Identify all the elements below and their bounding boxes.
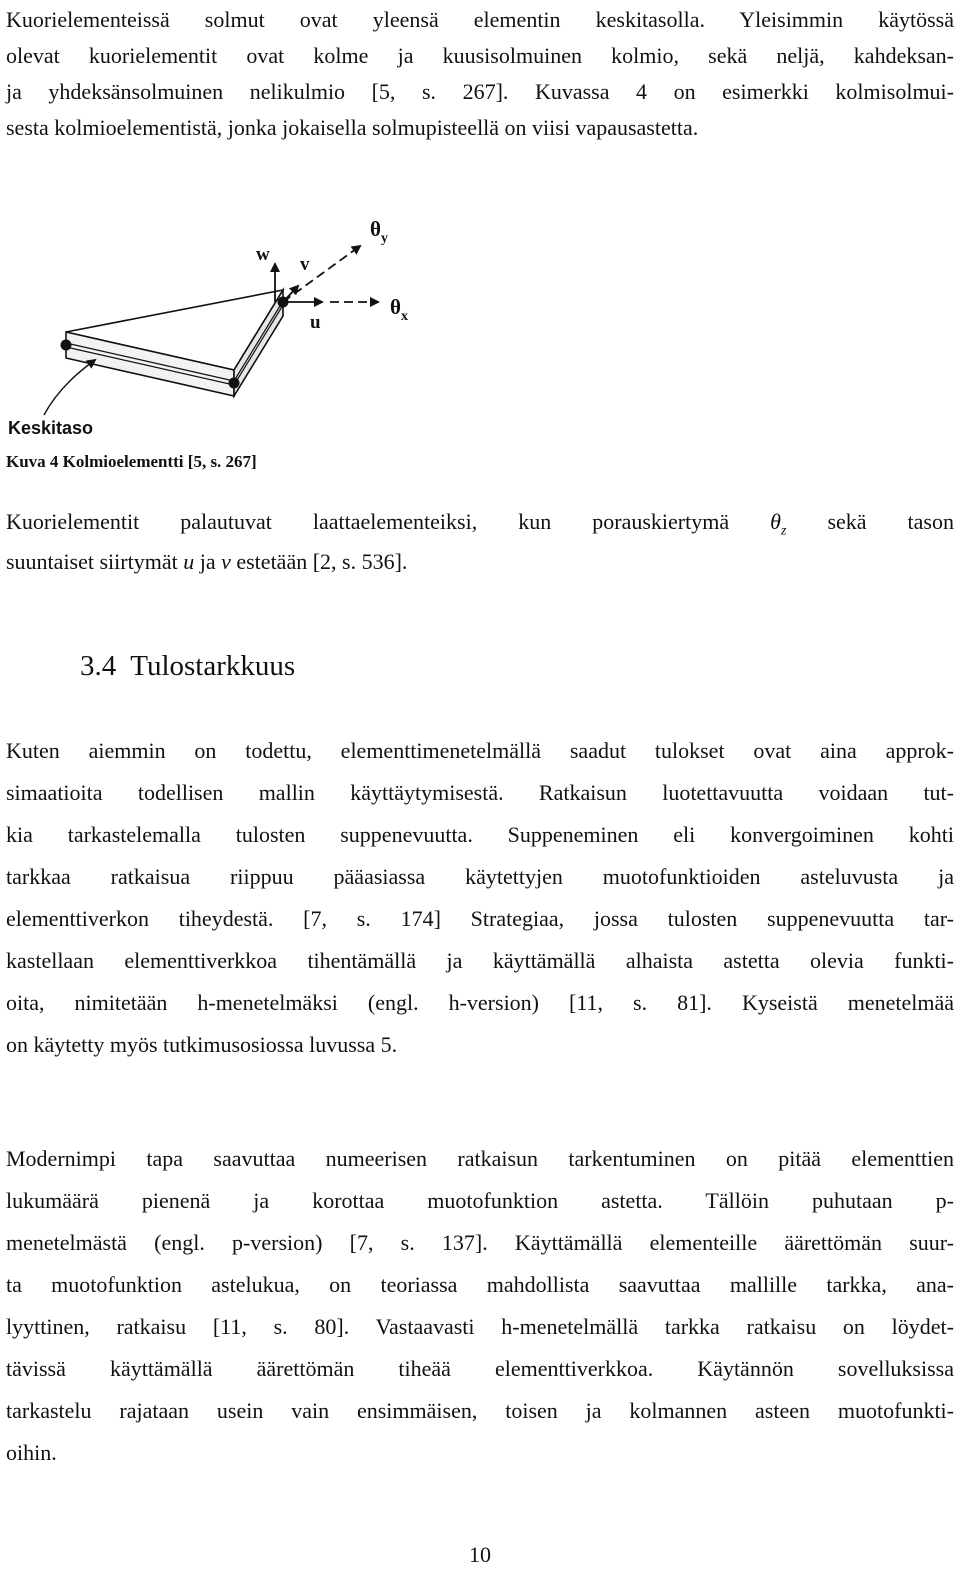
label-keskitaso: Keskitaso <box>8 418 94 438</box>
section-heading <box>80 650 295 683</box>
text-line: tarkkaa ratkaisua riippuu pääasiassa käytettyjen muotofunktioiden asteluvusta ja <box>6 864 954 889</box>
midplane-leader-line <box>44 360 95 415</box>
node-left <box>61 340 72 351</box>
paragraph-plate-reduction <box>6 502 954 582</box>
text-line: kastellaan elementtiverkkoa tihentämällä ja käyttämällä alhaista astetta olevia funkti- <box>6 948 954 973</box>
label-v: v <box>300 254 310 275</box>
variable-v: v <box>221 549 231 574</box>
section-number: 3.4 <box>80 650 117 682</box>
text-line: tarkastelu rajataan usein vain ensimmäisen, toisen ja kolmannen asteen muotofunkti- <box>6 1398 954 1423</box>
theta-subscript: y <box>380 231 388 246</box>
text-line: sesta kolmioelementistä, jonka jokaisella solmupisteellä on viisi vapausastetta. <box>6 115 699 140</box>
label-theta-y <box>370 217 388 246</box>
text-line: Modernimpi tapa saavuttaa numeerisen ratkaisun tarkentuminen on pitää elementtien <box>6 1146 954 1171</box>
triangle-element-diagram <box>0 210 460 442</box>
text-line: oihin. <box>6 1440 57 1465</box>
figure-caption: Kuva 4 Kolmioelementti [5, s. 267] <box>6 452 257 471</box>
text-fragment: sekä tason <box>786 509 954 534</box>
text-fragment: suuntaiset siirtymät <box>6 549 184 574</box>
text-line: Kuten aiemmin on todettu, elementtimenetelmällä saadut tulokset ovat aina approk- <box>6 738 954 763</box>
theta-symbol: θ <box>770 509 781 534</box>
text-line: menetelmästä (engl. p-version) [7, s. 137]. Käyttämällä elementeille äärettömän suur- <box>6 1230 954 1255</box>
paragraph-shell-elements <box>6 2 954 146</box>
theta-symbol: θ <box>370 217 381 241</box>
text-line <box>6 502 954 542</box>
theta-y-arrow <box>283 246 360 302</box>
theta-subscript: x <box>400 309 408 324</box>
text-fragment: estetään [2, s. 536]. <box>230 549 408 574</box>
text-line: ja yhdeksänsolmuinen nelikulmio [5, s. 267]. Kuvassa 4 on esimerkki kolmisolmui- <box>6 79 954 104</box>
node-front <box>229 378 240 389</box>
text-fragment: ja <box>194 549 222 574</box>
variable-u: u <box>183 549 195 574</box>
text-line: ta muotofunktion astelukua, on teoriassa mahdollista saavuttaa mallille tarkka, ana- <box>6 1272 954 1297</box>
text-line: olevat kuorielementit ovat kolme ja kuusisolmuinen kolmio, sekä neljä, kahdeksan- <box>6 43 954 68</box>
text-line: elementtiverkon tiheydestä. [7, s. 174] Strategiaa, jossa tulosten suppenevuutta tar- <box>6 906 954 931</box>
text-line: simaatioita todellisen mallin käyttäytymisestä. Ratkaisun luotettavuutta voidaan tut- <box>6 780 954 805</box>
text-line: kia tarkastelemalla tulosten suppenevuutta. Suppeneminen eli konvergoiminen kohti <box>6 822 954 847</box>
theta-subscript: z <box>780 523 787 539</box>
theta-symbol: θ <box>390 295 401 319</box>
text-line: oita, nimitetään h-menetelmäksi (engl. h-version) [11, s. 81]. Kyseistä menetelmää <box>6 990 954 1015</box>
label-u: u <box>310 312 321 333</box>
page-number: 10 <box>469 1542 491 1567</box>
paragraph-result-accuracy <box>6 730 954 1066</box>
text-line <box>6 542 954 582</box>
text-line: lyyttinen, ratkaisu [11, s. 80]. Vastaavasti h-menetelmällä tarkka ratkaisu on löydet- <box>6 1314 954 1339</box>
label-w: w <box>256 244 270 265</box>
text-line: on käytetty myös tutkimusosiossa luvussa 5. <box>6 1032 398 1057</box>
theta-z-symbol <box>770 509 787 539</box>
triangle-element-figure <box>0 210 460 442</box>
text-line: tävissä käyttämällä äärettömän tiheää elementtiverkkoa. Käytännön sovelluksissa <box>6 1356 954 1381</box>
label-theta-x <box>390 295 408 324</box>
text-fragment: Kuorielementit palautuvat laattaelementeiksi, kun porauskiertymä <box>6 509 771 534</box>
text-line: lukumäärä pienenä ja korottaa muotofunktion astetta. Tällöin puhutaan p- <box>6 1188 954 1213</box>
paragraph-p-version <box>6 1138 954 1474</box>
section-title: Tulostarkkuus <box>130 650 296 682</box>
text-line: Kuorielementeissä solmut ovat yleensä elementin keskitasolla. Yleisimmin käytössä <box>6 7 954 32</box>
